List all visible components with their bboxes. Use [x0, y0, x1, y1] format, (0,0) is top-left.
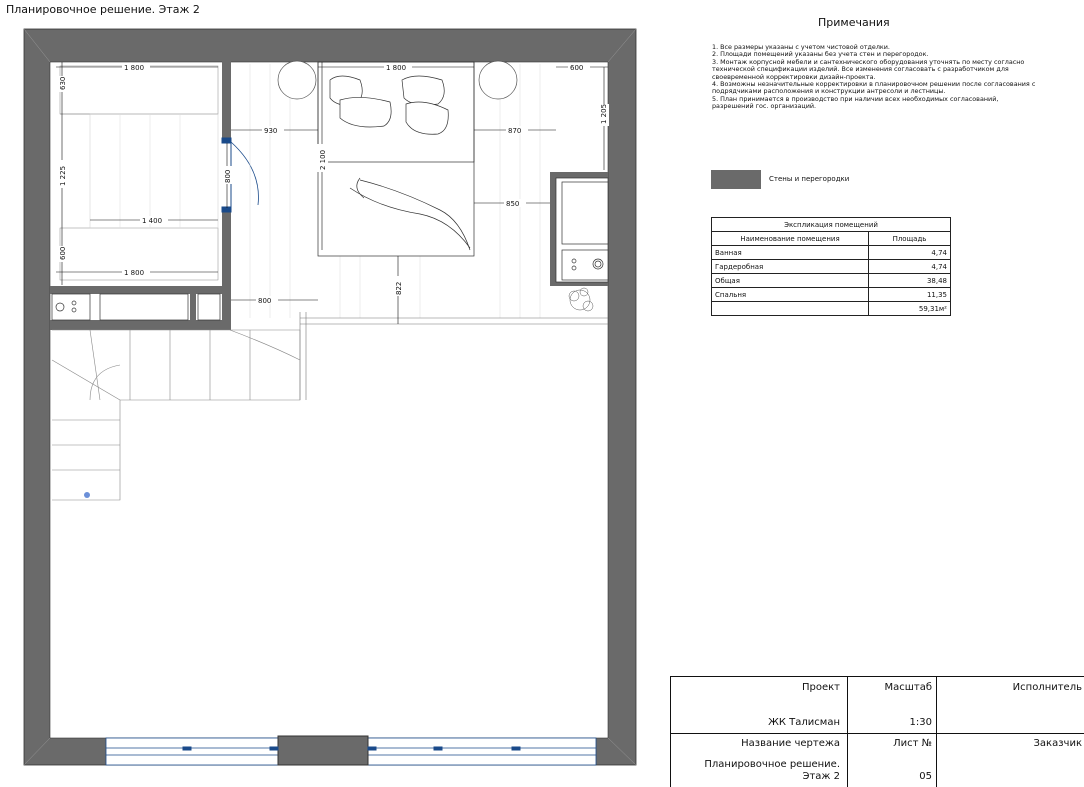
explication-table	[711, 217, 951, 316]
partition-vertical	[222, 58, 231, 138]
dim-1205: 1 205	[600, 103, 608, 124]
note-item: 5. План принимается в производство при наличии всех необходимых согласований, разрешений гос. организаций.	[712, 94, 999, 111]
dim-800-bottom: 800	[258, 297, 272, 305]
room-area: 11,35	[869, 288, 951, 302]
project-value: ЖК Талисман	[768, 717, 840, 728]
notes-list	[712, 44, 1042, 111]
dim-1800-top: 1 800	[124, 64, 145, 72]
note-item: 1. Все размеры указаны с учетом чистовой отделки.	[712, 43, 890, 51]
dim-1400: 1 400	[142, 217, 163, 225]
project-label: Проект	[801, 682, 840, 693]
table-row	[712, 288, 951, 302]
dim-2100: 2 100	[319, 149, 327, 170]
room-name: Гардеробная	[712, 260, 869, 274]
sheet-value: 05	[919, 771, 932, 782]
notes-title: Примечания	[818, 16, 890, 29]
total-area: 59,31м²	[869, 302, 951, 316]
built-in-unit	[556, 178, 608, 282]
header-area: Площадь	[869, 232, 951, 246]
dim-870: 870	[508, 127, 522, 135]
title-block	[670, 676, 1084, 787]
client-label: Заказчик	[1033, 738, 1082, 749]
partition-horizontal	[50, 286, 231, 294]
sheet-label: Лист №	[893, 738, 932, 749]
author-label: Исполнитель	[1012, 682, 1082, 693]
note-item: 2. Площади помещений указаны без учета стен и перегородок.	[712, 50, 929, 59]
dim-850: 850	[506, 200, 520, 208]
dim-800-door: 800	[224, 169, 232, 183]
bed	[318, 62, 474, 256]
scale-value: 1:30	[909, 717, 932, 728]
drawing-value-line2: Этаж 2	[802, 771, 840, 782]
dim-630: 630	[59, 76, 67, 90]
room-name: Ванная	[712, 246, 869, 260]
room-area: 4,74	[869, 260, 951, 274]
dim-1225: 1 225	[59, 165, 67, 186]
dim-600-left: 600	[59, 246, 67, 260]
dim-1800-bottom: 1 800	[124, 269, 145, 277]
total-label	[712, 302, 869, 316]
scale-label: Масштаб	[884, 682, 932, 693]
room-area: 4,74	[869, 246, 951, 260]
room-area: 38,48	[869, 274, 951, 288]
dim-822: 822	[395, 281, 403, 295]
nightstand-right	[479, 61, 517, 99]
header-room-name: Наименование помещения	[712, 232, 869, 246]
table-row	[712, 302, 951, 316]
dim-930: 930	[264, 127, 278, 135]
dim-600-right: 600	[570, 64, 584, 72]
drawing-label: Название чертежа	[741, 738, 840, 749]
note-item: 4. Возможны незначительные корректировки в планировочном решении после согласования с подрядчиками расположения и конструкции антресоли и лестницы.	[712, 80, 1036, 96]
note-item: 3. Монтаж корпусной мебели и сантехнического оборудования уточнять по месту согласно технической спецификации изделий. Все изменения согласовать с разработчиком для своевременной корректировки дизайн-проекта.	[712, 57, 1025, 81]
room-name: Спальня	[712, 288, 869, 302]
stair-marker	[84, 492, 90, 498]
room-name: Общая	[712, 274, 869, 288]
table-row	[712, 274, 951, 288]
explication-title: Экспликация помещений	[712, 218, 951, 232]
page-title: Планировочное решение. Этаж 2	[6, 3, 200, 16]
nightstand-left	[278, 61, 316, 99]
dim-1800-bed: 1 800	[386, 64, 407, 72]
table-row	[712, 260, 951, 274]
window	[106, 736, 596, 765]
legend-label: Стены и перегородки	[769, 175, 850, 183]
table-row	[712, 246, 951, 260]
legend-swatch	[711, 170, 761, 189]
drawing-value-line1: Планировочное решение.	[704, 759, 840, 770]
